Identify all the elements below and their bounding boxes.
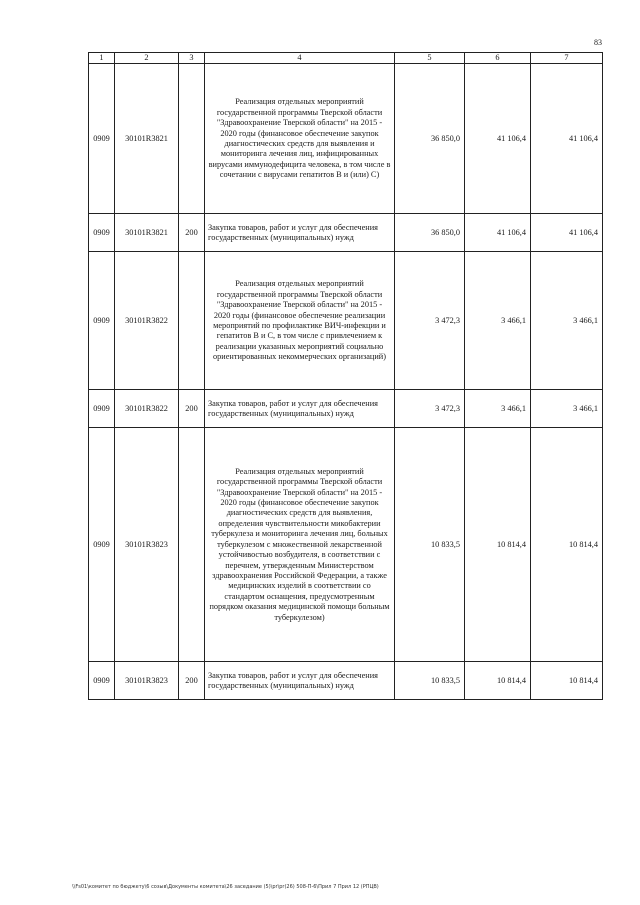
- amount-col7-cell: 10 814,4: [531, 662, 603, 700]
- amount-col7-cell: 41 106,4: [531, 64, 603, 214]
- amount-col5-cell: 10 833,5: [395, 662, 465, 700]
- amount-col6-cell: 3 466,1: [465, 252, 531, 390]
- header-cell: 6: [465, 53, 531, 64]
- table-row: [89, 64, 603, 214]
- description-cell: Реализация отдельных мероприятий государственной программы Тверской области "Здравоохранение Тверской области" на 2015 - 2020 годы (финансовое обеспечение закупок диагностических средств для выявления и мониторинга лечения лиц, инфицированных вирусами иммунодефицита человека, в том числе в сочетании с вирусами гепатитов В и (или) С): [205, 64, 395, 214]
- table-row: [89, 428, 603, 662]
- amount-col6-cell: 41 106,4: [465, 214, 531, 252]
- table-row: [89, 214, 603, 252]
- expense-type-cell: [179, 252, 205, 390]
- description-cell: Реализация отдельных мероприятий государственной программы Тверской области "Здравоохранение Тверской области" на 2015 - 2020 годы (финансовое обеспечение закупок диагностических средств для выявления, определения чувствительности микобактерии туберкулеза и мониторинга лечения лиц, больных туберкулезом с множественной лекарственной устойчивостью возбудителя, в соответствии с перечнем, утвержденным Министерством здравоохранения Российской Федерации, а также медицинских изделий в соответствии со стандартом оснащения, предусмотренным порядком оказания медицинской помощи больным туберкулезом): [205, 428, 395, 662]
- description-cell: Закупка товаров, работ и услуг для обеспечения государственных (муниципальных) нужд: [205, 390, 395, 428]
- target-article-cell: 30101R3823: [115, 662, 179, 700]
- expense-type-cell: [179, 428, 205, 662]
- expense-type-cell: [179, 64, 205, 214]
- page-number: 83: [594, 38, 602, 47]
- section-code-cell: 0909: [89, 390, 115, 428]
- section-code-cell: 0909: [89, 428, 115, 662]
- expense-type-cell: 200: [179, 214, 205, 252]
- target-article-cell: 30101R3821: [115, 64, 179, 214]
- header-cell: 1: [89, 53, 115, 64]
- amount-col7-cell: 3 466,1: [531, 252, 603, 390]
- header-cell: 7: [531, 53, 603, 64]
- section-code-cell: 0909: [89, 252, 115, 390]
- description-cell: Закупка товаров, работ и услуг для обеспечения государственных (муниципальных) нужд: [205, 662, 395, 700]
- header-cell: 4: [205, 53, 395, 64]
- table-row: [89, 252, 603, 390]
- amount-col5-cell: 10 833,5: [395, 428, 465, 662]
- table-row: [89, 390, 603, 428]
- target-article-cell: 30101R3823: [115, 428, 179, 662]
- target-article-cell: 30101R3822: [115, 390, 179, 428]
- amount-col6-cell: 41 106,4: [465, 64, 531, 214]
- header-cell: 3: [179, 53, 205, 64]
- amount-col5-cell: 36 850,0: [395, 64, 465, 214]
- amount-col6-cell: 3 466,1: [465, 390, 531, 428]
- description-cell: Закупка товаров, работ и услуг для обеспечения государственных (муниципальных) нужд: [205, 214, 395, 252]
- amount-col5-cell: 3 472,3: [395, 252, 465, 390]
- header-cell: 5: [395, 53, 465, 64]
- amount-col7-cell: 41 106,4: [531, 214, 603, 252]
- expense-type-cell: 200: [179, 662, 205, 700]
- target-article-cell: 30101R3821: [115, 214, 179, 252]
- amount-col6-cell: 10 814,4: [465, 428, 531, 662]
- amount-col7-cell: 10 814,4: [531, 428, 603, 662]
- amount-col5-cell: 3 472,3: [395, 390, 465, 428]
- amount-col7-cell: 3 466,1: [531, 390, 603, 428]
- description-cell: Реализация отдельных мероприятий государственной программы Тверской области "Здравоохранение Тверской области" на 2015 - 2020 годы (финансовое обеспечение реализации мероприятий по профилактике ВИЧ-инфекции и гепатитов В и С, в том числе с привлечением к реализации указанных мероприятий социально ориентированных некоммерческих организаций): [205, 252, 395, 390]
- expense-type-cell: 200: [179, 390, 205, 428]
- budget-table: [88, 52, 603, 700]
- table-row: [89, 662, 603, 700]
- header-cell: 2: [115, 53, 179, 64]
- section-code-cell: 0909: [89, 662, 115, 700]
- amount-col6-cell: 10 814,4: [465, 662, 531, 700]
- file-path-footer: \\Fs01\комитет по бюджету\6 созыв\Документы комитета\26 заседание (5)\pr\pr(26) 508-П-6\Прил 7 Прил 12 (РПЦВ): [72, 884, 379, 890]
- target-article-cell: 30101R3822: [115, 252, 179, 390]
- section-code-cell: 0909: [89, 64, 115, 214]
- amount-col5-cell: 36 850,0: [395, 214, 465, 252]
- table-header-row: [89, 53, 603, 64]
- section-code-cell: 0909: [89, 214, 115, 252]
